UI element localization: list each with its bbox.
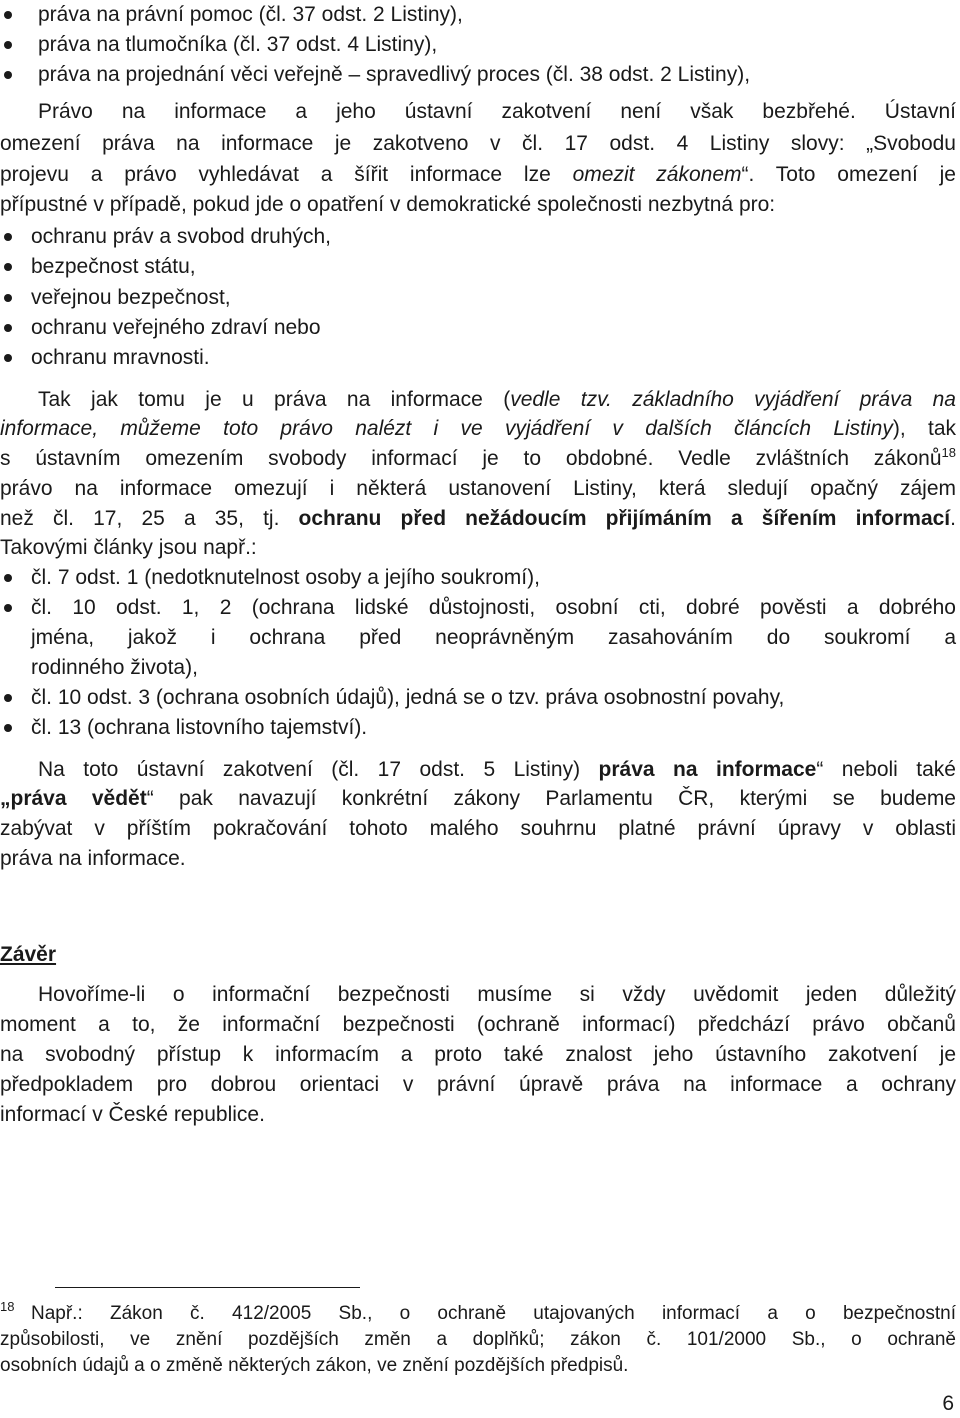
paragraph-line: na svobodný přístup k informacím a proto také znalost jeho ústavního zakotvení je [0,1043,956,1066]
bullet-icon [4,233,12,241]
bullet-icon [4,263,12,271]
bold-text: ochranu před nežádoucím přijímáním a šířením informací [298,507,951,530]
list-item-text: čl. 13 (ochrana listovního tajemství). [31,716,368,739]
list-item-text: čl. 7 odst. 1 (nedotknutelnost osoby a jejího soukromí), [31,566,540,589]
list-item-text: jména, jakož i ochrana před neoprávněným zasahováním do soukromí a [31,626,956,649]
list-item-text: práva na právní pomoc (čl. 37 odst. 2 Listiny), [38,3,463,26]
text-run: Tak jak tomu je u práva na informace ( [38,388,511,411]
text-run: s ústavním omezením svobody informací je to obdobné. Vedle zvláštních zákonů [0,447,942,470]
bullet-icon [4,694,12,702]
paragraph-line [0,160,956,190]
paragraph-line [0,414,956,444]
text-run: ), tak [892,417,956,440]
text-run: projevu a právo vyhledávat a šířit informace lze [0,163,573,186]
emphasis-text: vedle tzv. základního vyjádření práva na [510,388,956,411]
emphasis-text: informace, můžeme toto právo nalézt i ve vyjádření v dalších článcích Listiny [0,417,893,440]
bullet-icon [4,574,12,582]
bullet-icon [4,71,12,79]
paragraph-line: omezení práva na informace je zakotveno v čl. 17 odst. 4 Listiny slovy: „Svobodu [0,132,956,155]
paragraph-line: Právo na informace a jeho ústavní zakotvení není však bezbřehé. Ústavní [38,100,956,123]
paragraph-line: předpokladem pro dobrou orientaci v právní úpravě práva na informace a ochrany [0,1073,956,1096]
list-item-text: ochranu práv a svobod druhých, [31,225,332,248]
list-item-text: práva na projednání věci veřejně – spravedlivý proces (čl. 38 odst. 2 Listiny), [38,63,751,86]
text-run: “ pak navazují konkrétní zákony Parlamentu ČR, kterými se budeme [146,787,956,810]
footnote-line: Např.: Zákon č. 412/2005 Sb., o ochraně utajovaných informací a o bezpečnostní [31,1303,956,1324]
text-run: . [950,507,956,530]
bullet-icon [4,724,12,732]
bullet-icon [4,41,12,49]
list-item-text: ochranu mravnosti. [31,346,210,369]
bullet-icon [4,604,12,612]
paragraph-line [0,504,956,534]
bullet-icon [4,294,12,302]
text-run: “. Toto omezení je [741,163,956,186]
paragraph-line [0,784,956,814]
list-item-text: rodinného života), [31,656,198,679]
paragraph-line: Takovými články jsou např.: [0,536,257,559]
paragraph-line: právo na informace omezují i některá ustanovení Listiny, která sledují opačný zájem [0,477,956,500]
bullet-icon [4,11,12,19]
footnote-line: způsobilosti, ve znění pozdějších změn a doplňků; zákon č. 101/2000 Sb., o ochraně [0,1329,956,1350]
bold-text: práva na informace [598,758,817,781]
bold-text: práva vědět [10,787,147,810]
paragraph-line: přípustné v případě, pokud jde o opatření v demokratické společnosti nezbytná pro: [0,193,776,216]
paragraph-line: práva na informace. [0,847,186,870]
paragraph-line: moment a to, že informační bezpečnosti (ochraně informací) předchází právo občanů [0,1013,956,1036]
emphasis-text: omezit zákonem [572,163,742,186]
paragraph-line [0,444,956,474]
paragraph-line: informací v České republice. [0,1103,265,1126]
paragraph-line [38,755,956,785]
list-item-text: čl. 10 odst. 3 (ochrana osobních údajů), jedná se o tzv. práva osobnostní povahy, [31,686,785,709]
paragraph-line: Hovoříme-li o informační bezpečnosti musíme si vždy uvědomit jeden důležitý [38,983,956,1006]
footnote-reference[interactable]: 18 [941,445,956,460]
page-number: 6 [942,1392,954,1415]
list-item-text: čl. 10 odst. 1, 2 (ochrana lidské důstojnosti, osobní cti, dobré pověsti a dobrého [31,596,956,619]
text-run: Na toto ústavní zakotvení (čl. 17 odst. 5 Listiny) [38,758,599,781]
paragraph-line: zabývat v příštím pokračování tohoto malého souhrnu platné právní úpravy v oblasti [0,817,956,840]
text-run: “ neboli také [816,758,956,781]
bold-text: „ [0,787,11,810]
footnote-line: osobních údajů a o změně některých zákon, ve znění pozdějších předpisů. [0,1355,629,1376]
bullet-icon [4,354,12,362]
footnote-separator [55,1287,360,1288]
bullet-icon [4,324,12,332]
footnote-number: 18 [0,1299,15,1314]
list-item-text: ochranu veřejného zdraví nebo [31,316,321,339]
list-item-text: práva na tlumočníka (čl. 37 odst. 4 Listiny), [38,33,438,56]
text-run: než čl. 17, 25 a 35, tj. [0,507,299,530]
list-item-text: veřejnou bezpečnost, [31,286,231,309]
section-heading: Závěr [0,943,57,966]
paragraph-line [38,385,956,415]
list-item-text: bezpečnost státu, [31,255,196,278]
